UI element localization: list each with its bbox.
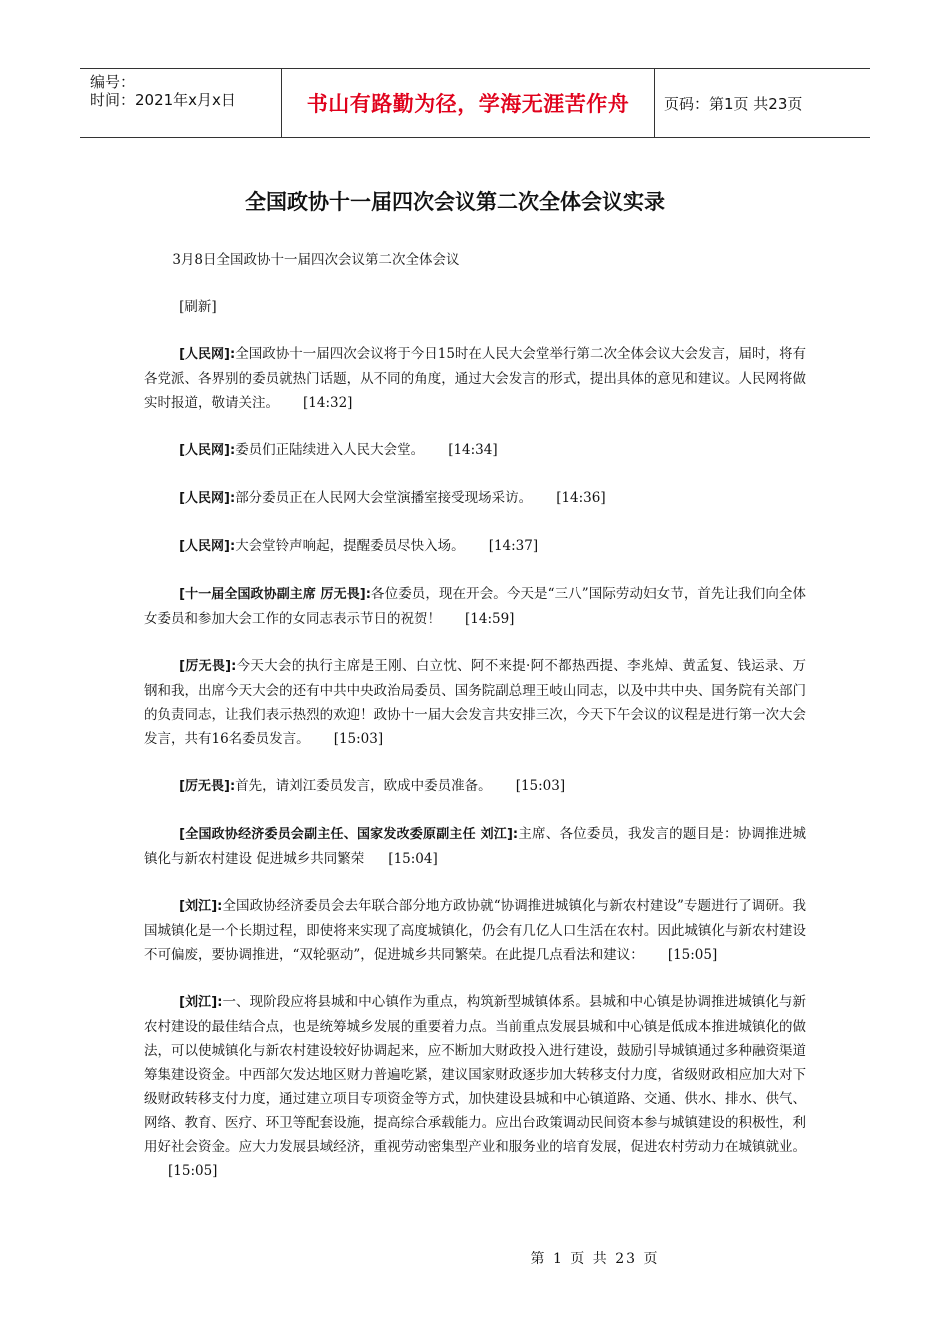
entries-list — [144, 342, 806, 1183]
document-header — [80, 68, 870, 138]
entry-paragraph — [144, 990, 806, 1183]
number-label: 编号： — [90, 73, 136, 91]
header-meta — [80, 69, 280, 137]
entry-text: 今天大会的执行主席是王刚、白立忱、阿不来提·阿不都热西提、李兆焯、黄孟复、钱运录、万钢和我，出席今天大会的还有中共中央政治局委员、国务院副总理王岐山同志，以及中共中央、国务院有关部门的负责同志，让我们表示热烈的欢迎！政协十一届大会发言共安排三次，今天下午会议的议程是进行第一次大会发言，共有16名委员发言。 — [144, 658, 806, 747]
entry-text: 全国政协经济委员会去年联合部分地方政协就“协调推进城镇化与新农村建设”专题进行了调研。我国城镇化是一个长期过程，即使将来实现了高度城镇化，仍会有几亿人口生活在农村。因此城镇化与新农村建设不可偏废，要协调推进，“双轮驱动”，促进城乡共同繁荣。在此提几点看法和建议： — [144, 898, 806, 963]
entry-paragraph — [144, 534, 806, 559]
entry-speaker: [厉无畏]: — [179, 659, 237, 674]
entry-paragraph — [144, 894, 806, 967]
entry-speaker: [人民网]: — [179, 443, 236, 458]
document-body — [144, 248, 806, 1206]
entry-timestamp: [15:05] — [168, 1163, 218, 1179]
entry-timestamp: [14:34] — [448, 442, 498, 458]
entry-text: 首先，请刘江委员发言，欧成中委员准备。 — [235, 778, 492, 794]
subtitle: 3月8日全国政协十一届四次会议第二次全体会议 — [172, 252, 460, 268]
entry-text: 大会堂铃声响起，提醒委员尽快入场。 — [235, 538, 465, 554]
entry-speaker: [人民网]: — [179, 491, 236, 506]
entry-speaker: [十一届全国政协副主席 厉无畏]: — [179, 587, 371, 602]
entry-timestamp: [15:03] — [333, 731, 384, 747]
entry-speaker: [全国政协经济委员会副主任、国家发改委原副主任 刘江]: — [179, 827, 519, 842]
entry-paragraph — [144, 774, 806, 799]
entry-paragraph — [144, 342, 806, 415]
header-motto: 书山有路勤为径，学海无涯苦作舟 — [281, 69, 655, 137]
entry-paragraph — [144, 654, 806, 751]
refresh-link[interactable]: [刷新] — [179, 299, 217, 315]
entry-timestamp: [14:59] — [465, 611, 515, 627]
entry-text: 全国政协十一届四次会议将于今日15时在人民大会堂举行第二次全体会议大会发言，届时，将有各党派、各界别的委员就热门话题，从不同的角度，通过大会发言的形式，提出具体的意见和建议。人民网将做实时报道，敬请关注。 — [144, 346, 806, 411]
entry-timestamp: [14:36] — [556, 490, 606, 506]
entry-paragraph — [144, 486, 806, 511]
entry-timestamp: [15:05] — [667, 947, 718, 963]
entry-text: 各位委员，现在开会。今天是“三八”国际劳动妇女节，首先让我们向全体女委员和参加大会工作的女同志表示节日的祝贺！ — [144, 586, 806, 627]
entry-timestamp: [15:03] — [515, 778, 566, 794]
entry-paragraph — [144, 822, 806, 871]
time-label: 时间：2021年x月x日 — [90, 91, 236, 109]
document-title: 全国政协十一届四次会议第二次全体会议实录 — [245, 190, 665, 214]
entry-timestamp: [14:37] — [488, 538, 539, 554]
entry-text: 主席、各位委员，我发言的题目是：协调推进城镇化与新农村建设 促进城乡共同繁荣 — [144, 826, 807, 867]
header-page-info: 页码：第1页 共23页 — [664, 94, 803, 113]
entry-speaker: [刘江]: — [179, 995, 223, 1010]
entry-paragraph — [144, 438, 806, 463]
entry-text: 部分委员正在人民网大会堂演播室接受现场采访。 — [235, 490, 533, 506]
entry-text: 委员们正陆续进入人民大会堂。 — [235, 442, 425, 458]
entry-timestamp: [14:32] — [303, 395, 353, 411]
entry-speaker: [刘江]: — [179, 899, 223, 914]
entry-timestamp: [15:04] — [388, 851, 438, 867]
entry-speaker: [人民网]: — [179, 347, 236, 362]
entry-speaker: [厉无畏]: — [179, 779, 236, 794]
entry-paragraph — [144, 582, 806, 631]
entry-text: 一、现阶段应将县城和中心镇作为重点，构筑新型城镇体系。县城和中心镇是协调推进城镇化与新农村建设的最佳结合点，也是统筹城乡发展的重要着力点。当前重点发展县城和中心镇是低成本推进城镇化的做法，可以使城镇化与新农村建设较好协调起来，应不断加大财政投入进行建设，鼓励引导城镇通过多种融资渠道筹集建设资金。中西部欠发达地区财力普遍吃紧，建议国家财政逐步加大转移支付力度，省级财政相应加大对下级财政转移支付力度，通过建立项目专项资金等方式，加快建设县城和中心镇道路、交通、供水、排水、供气、网络、教育、医疗、环卫等配套设施，提高综合承载能力。应出台政策调动民间资本参与城镇建设的积极性，利用好社会资金。应大力发展县域经济，重视劳动密集型产业和服务业的培育发展，促进农村劳动力在城镇就业。 — [144, 994, 807, 1155]
page-footer: 第 1 页 共 23 页 — [530, 1251, 660, 1267]
entry-speaker: [人民网]: — [179, 539, 236, 554]
